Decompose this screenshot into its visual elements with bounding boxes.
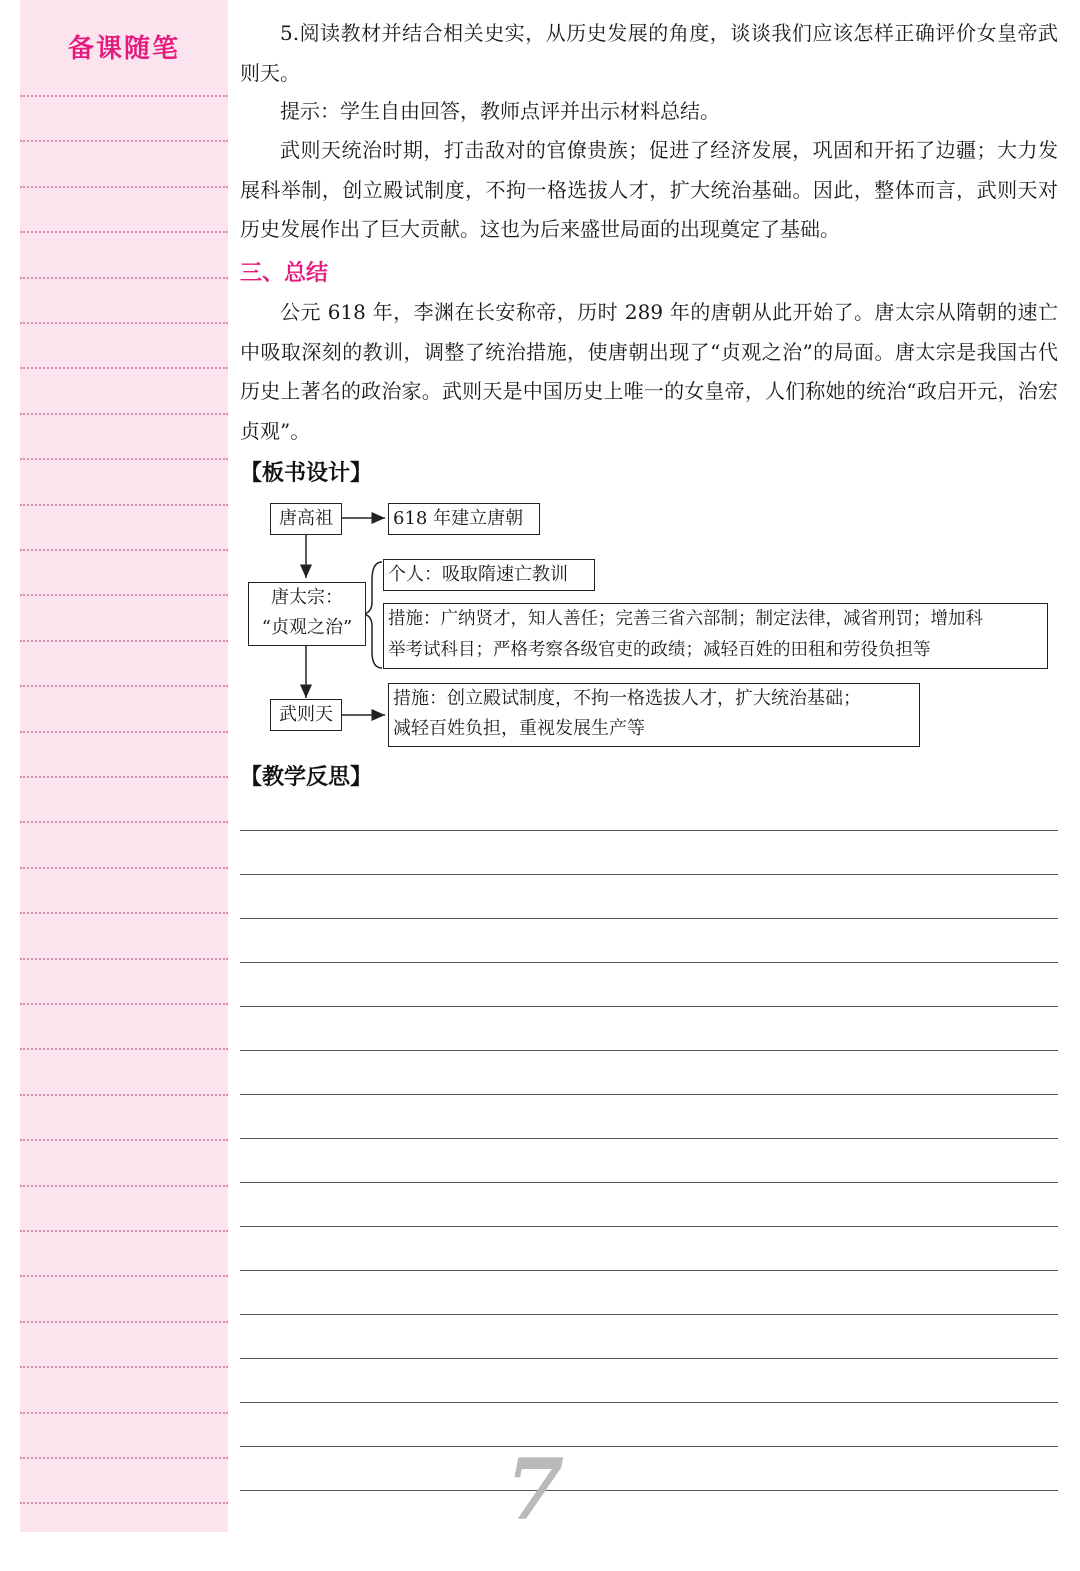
sidebar-dotted-line [20,776,228,778]
sidebar-dotted-line [20,1094,228,1096]
box-tang-gaozu [270,503,342,535]
box-taizong-personal [383,559,595,591]
gaozu-detail-label: 618 年建立唐朝 [393,508,524,529]
sidebar-dotted-line [20,186,228,188]
wu-measures-line2: 减轻百姓负担，重视发展生产等 [393,718,645,739]
wu-zetian-label: 武则天 [279,704,333,725]
sidebar-dotted-line [20,821,228,823]
writing-line [240,1402,1058,1403]
sidebar-dotted-line [20,867,228,869]
answer-text: 武则天统治时期，打击敌对的官僚贵族；促进了经济发展，巩固和开拓了边疆；大力发展科举制，创立殿试制度，不拘一格选拔人才，扩大统治基础。因此，整体而言，武则天对历史发展作出了巨大贡献。这也为后来盛世局面的出现奠定了基础。 [240,138,1058,241]
writing-line [240,1358,1058,1359]
reflection-heading: 【教学反思】 [240,765,373,790]
sidebar-dotted-line [20,277,228,279]
board-diagram [240,500,1058,750]
writing-line [240,1050,1058,1051]
writing-line [240,830,1058,831]
hint-text: 提示：学生自由回答，教师点评并出示材料总结。 [280,99,720,123]
box-tang-taizong [248,582,366,646]
writing-line [240,874,1058,875]
question-5: 5.阅读教材并结合相关史实，从历史发展的角度，谈谈我们应该怎样正确评价女皇帝武则天。 [240,21,1058,85]
section-heading-summary: 三、总结 [240,261,329,286]
writing-line [240,918,1058,919]
box-wu-zetian [270,699,342,731]
sidebar-title: 备课随笔 [67,34,180,64]
tang-gaozu-label: 唐高祖 [279,508,333,529]
sidebar-dotted-line [20,504,228,506]
sidebar-dotted-line [20,140,228,142]
writing-line [240,1226,1058,1227]
writing-line [240,1138,1058,1139]
taizong-measures-line2: 举考试科目；严格考察各级官吏的政绩；减轻百姓的田租和劳役负担等 [388,640,931,660]
writing-line [240,1094,1058,1095]
sidebar-dotted-line [20,1139,228,1141]
summary-text: 公元 618 年，李渊在长安称帝，历时 289 年的唐朝从此开始了。唐太宗从隋朝的速亡中吸取深刻的教训，调整了统治措施，使唐朝出现了“贞观之治”的局面。唐太宗是我国古代历史上著名的政治家。武则天是中国历史上唯一的女皇帝，人们称她的统治“政启开元，治宏贞观”。 [240,300,1058,443]
box-gaozu-detail [388,503,540,535]
sidebar-dotted-line [20,1275,228,1277]
taizong-personal-label: 个人：吸取隋速亡教训 [388,564,568,585]
sidebar-dotted-line [20,1366,228,1368]
sidebar-dotted-line [20,731,228,733]
taizong-measures-line1: 措施：广纳贤才，知人善任；完善三省六部制；制定法律，减省刑罚；增加科 [388,609,983,629]
sidebar-dotted-line [20,458,228,460]
sidebar-dotted-line [20,1185,228,1187]
writing-line [240,1182,1058,1183]
writing-line [240,1270,1058,1271]
writing-line [240,962,1058,963]
taizong-label-line1: 唐太宗： [271,587,343,608]
sidebar-dotted-line [20,322,228,324]
sidebar-dotted-line [20,95,228,97]
sidebar-dotted-line [20,367,228,369]
wu-measures-line1: 措施：创立殿试制度，不拘一格选拔人才，扩大统治基础； [393,688,861,709]
sidebar-dotted-line [20,958,228,960]
sidebar-dotted-line [20,549,228,551]
sidebar-dotted-line [20,1457,228,1459]
sidebar-dotted-line [20,1230,228,1232]
sidebar-dotted-line [20,413,228,415]
notes-sidebar [20,0,228,1532]
writing-line [240,1314,1058,1315]
box-wu-measures [388,683,920,747]
box-taizong-measures [383,603,1048,669]
sidebar-dotted-line [20,1321,228,1323]
writing-line [240,1446,1058,1447]
sidebar-dotted-line [20,1048,228,1050]
board-design-heading: 【板书设计】 [240,461,373,486]
sidebar-dotted-line [20,594,228,596]
writing-line [240,1490,1058,1491]
sidebar-dotted-line [20,231,228,233]
page-number: 7 [505,1440,565,1539]
taizong-label-line2: “贞观之治” [261,617,353,638]
writing-line [240,1006,1058,1007]
sidebar-dotted-line [20,685,228,687]
sidebar-dotted-line [20,1003,228,1005]
sidebar-dotted-line [20,1412,228,1414]
sidebar-dotted-line [20,912,228,914]
sidebar-dotted-line [20,1502,228,1504]
sidebar-dotted-line [20,640,228,642]
